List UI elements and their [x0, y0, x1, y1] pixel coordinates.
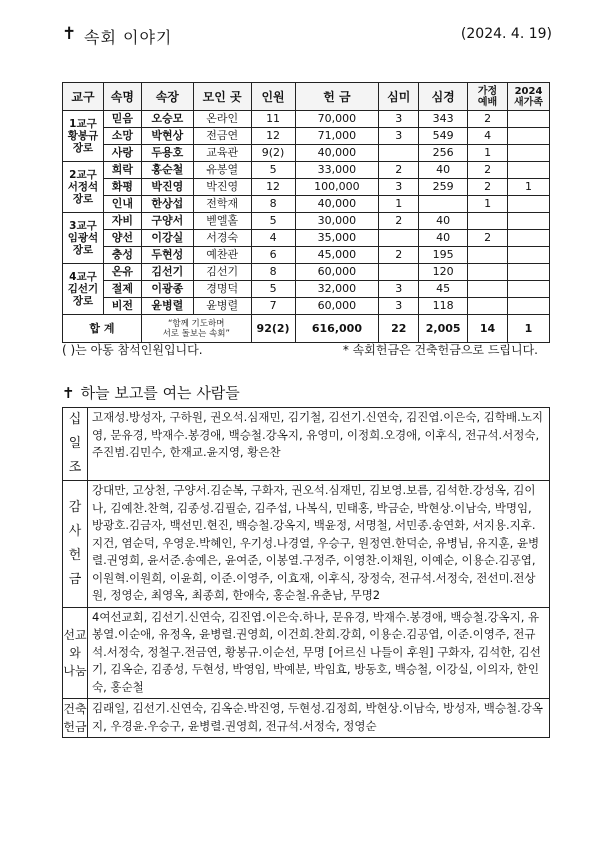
attendance: 9(2)	[251, 145, 295, 162]
family-worship: 2	[468, 162, 508, 179]
total-label: 합 계	[63, 315, 142, 343]
meeting-place: 박진영	[193, 179, 251, 196]
offering-names: 4여선교회, 김선기.신연숙, 김진엽.이은숙.하나, 문유경, 박재수.봉경애, 백승철.강옥지, 유봉열.이순애, 유정옥, 윤병렬.권영희, 이건희.찬희.강희, 이용순.김공엽, 이준.이영주, 전규석.서정숙, 정철구.전금연, 황봉규.이순선, 무명 [어르신 나들이 후원] 구화자, 김석한, 김선기, 김옥순, 김종성, 두현성, 박영임, 박예분, 박임효, 방동호, 백승철, 이강실, 이의자, 한인숙, 홍순철	[88, 607, 550, 699]
total-newfamily: 1	[508, 315, 550, 343]
family-worship	[468, 264, 508, 281]
children-note: ( )는 아동 참석인원입니다.	[62, 343, 203, 357]
column-header: 심경	[419, 83, 468, 111]
offering-names: 고재성.방성자, 구하원, 권오석.심재민, 김기철, 김선기.신연숙, 김진엽.이은숙, 김학배.노지영, 문유경, 박재수.봉경애, 백승철.강옥지, 유영미, 이정희.오경애, 이후식, 전규석.서정숙, 주진범.김민수, 한재교.윤지영, 황은찬	[88, 408, 550, 481]
family-worship	[468, 281, 508, 298]
total-offering: 616,000	[295, 315, 379, 343]
attendance: 5	[251, 162, 295, 179]
simmi-count: 3	[379, 128, 419, 145]
table-row	[63, 213, 550, 230]
section-title: 속회 이야기	[84, 28, 173, 47]
offering-amount: 40,000	[295, 145, 379, 162]
cell-leader: 두현성	[141, 247, 193, 264]
new-family	[508, 247, 550, 264]
offering-row	[63, 607, 550, 699]
simgyeong-count: 40	[419, 213, 468, 230]
total-row	[63, 315, 550, 343]
offering-amount: 60,000	[295, 298, 379, 315]
cell-name: 절제	[103, 281, 141, 298]
offering-row	[63, 408, 550, 481]
table-row	[63, 196, 550, 213]
attendance: 5	[251, 281, 295, 298]
column-header: 인원	[251, 83, 295, 111]
meeting-place: 교육관	[193, 145, 251, 162]
cell-name: 충성	[103, 247, 141, 264]
offering-amount: 100,000	[295, 179, 379, 196]
offering-section-title: 하늘 보고를 여는 사람들	[80, 384, 240, 402]
cell-group-table	[62, 82, 550, 343]
table-row	[63, 179, 550, 196]
total-worship: 14	[468, 315, 508, 343]
report-date: (2024. 4. 19)	[460, 26, 552, 42]
cell-name: 사랑	[103, 145, 141, 162]
meeting-place: 전금연	[193, 128, 251, 145]
attendance: 5	[251, 213, 295, 230]
meeting-place: 경명덕	[193, 281, 251, 298]
simmi-count: 2	[379, 213, 419, 230]
offering-amount: 60,000	[295, 264, 379, 281]
new-family	[508, 281, 550, 298]
offering-amount: 35,000	[295, 230, 379, 247]
new-family	[508, 264, 550, 281]
column-header: 2024 새가족	[508, 83, 550, 111]
offering-amount: 30,000	[295, 213, 379, 230]
table-row	[63, 264, 550, 281]
column-header: 교구	[63, 83, 104, 111]
column-header: 모인 곳	[193, 83, 251, 111]
district-label: 3교구 임광석 장로	[63, 213, 104, 264]
attendance: 8	[251, 196, 295, 213]
cell-name: 양선	[103, 230, 141, 247]
column-header: 속명	[103, 83, 141, 111]
simmi-count: 3	[379, 111, 419, 128]
district-label: 2교구 서정석 장로	[63, 162, 104, 213]
offering-names: 김래일, 김선기.신연숙, 김옥순.박진영, 두현성.김정희, 박현상.이남숙, 방성자, 백승철.강옥지, 우경윤.우승구, 윤병렬.권영희, 전규석.서정숙, 정영순	[88, 699, 550, 738]
family-worship: 2	[468, 230, 508, 247]
offering-amount: 40,000	[295, 196, 379, 213]
cell-name: 인내	[103, 196, 141, 213]
cross-icon: ✝	[62, 24, 77, 44]
new-family	[508, 145, 550, 162]
cell-leader: 오승모	[141, 111, 193, 128]
offering-amount: 71,000	[295, 128, 379, 145]
simgyeong-count: 549	[419, 128, 468, 145]
family-worship: 2	[468, 179, 508, 196]
meeting-place: 벧엘홀	[193, 213, 251, 230]
table-row	[63, 128, 550, 145]
simgyeong-count: 118	[419, 298, 468, 315]
simgyeong-count: 195	[419, 247, 468, 264]
attendance: 12	[251, 128, 295, 145]
attendance: 12	[251, 179, 295, 196]
new-family	[508, 196, 550, 213]
meeting-place: 김선기	[193, 264, 251, 281]
cell-name: 믿음	[103, 111, 141, 128]
table-row	[63, 111, 550, 128]
simmi-count: 3	[379, 281, 419, 298]
simmi-count: 1	[379, 196, 419, 213]
family-worship	[468, 298, 508, 315]
meeting-place: 예찬관	[193, 247, 251, 264]
total-people: 92(2)	[251, 315, 295, 343]
offering-category: 선교 와 나눔	[63, 607, 88, 699]
family-worship: 1	[468, 145, 508, 162]
column-header: 속장	[141, 83, 193, 111]
cell-name: 화평	[103, 179, 141, 196]
table-row	[63, 230, 550, 247]
cross-icon: ✝	[62, 384, 75, 402]
cell-name: 자비	[103, 213, 141, 230]
offering-amount: 32,000	[295, 281, 379, 298]
cell-leader: 이광종	[141, 281, 193, 298]
simgyeong-count: 45	[419, 281, 468, 298]
simgyeong-count: 40	[419, 162, 468, 179]
offering-category: 건축 헌금	[63, 699, 88, 738]
cell-name: 비전	[103, 298, 141, 315]
cell-name: 희락	[103, 162, 141, 179]
simgyeong-count: 256	[419, 145, 468, 162]
column-header: 헌 금	[295, 83, 379, 111]
meeting-place: 윤병렬	[193, 298, 251, 315]
column-header: 가정 예배	[468, 83, 508, 111]
table-header-row	[63, 83, 550, 111]
family-worship: 4	[468, 128, 508, 145]
new-family	[508, 111, 550, 128]
simmi-count: 3	[379, 298, 419, 315]
motto-text: “함께 기도하며 서로 돌보는 속회”	[141, 315, 251, 343]
simmi-count: 3	[379, 179, 419, 196]
attendance: 7	[251, 298, 295, 315]
total-simgyeong: 2,005	[419, 315, 468, 343]
cell-leader: 박현상	[141, 128, 193, 145]
simmi-count	[379, 264, 419, 281]
offering-category: 감 사 헌 금	[63, 481, 88, 608]
total-simmi: 22	[379, 315, 419, 343]
simmi-count: 2	[379, 247, 419, 264]
offering-category: 십 일 조	[63, 408, 88, 481]
cell-leader: 구양서	[141, 213, 193, 230]
simgyeong-count: 259	[419, 179, 468, 196]
cell-leader: 이강실	[141, 230, 193, 247]
attendance: 4	[251, 230, 295, 247]
district-label: 1교구 황봉규 장로	[63, 111, 104, 162]
simgyeong-count: 343	[419, 111, 468, 128]
family-worship	[468, 247, 508, 264]
offering-row	[63, 481, 550, 608]
simmi-count: 2	[379, 162, 419, 179]
simgyeong-count	[419, 196, 468, 213]
offering-note: * 속회헌금은 건축헌금으로 드립니다.	[342, 343, 538, 357]
new-family	[508, 213, 550, 230]
new-family: 1	[508, 179, 550, 196]
page-header	[62, 24, 552, 46]
attendance: 8	[251, 264, 295, 281]
offering-names: 강대만, 고상천, 구양서.김순복, 구화자, 권오석.심재민, 김보영.보름, 김석한.강성옥, 김이나, 김예찬.찬혁, 김종성.김필순, 김주섭, 나복식, 민태홍, 박금순, 박현상.이남숙, 박명임, 방광호.김금자, 백선민.현진, 백승철.강옥지, 백윤정, 서명철, 서민종.송연화, 서지용.지후.지건, 염순덕, 우영운.박혜인, 우기성.나경열, 우승구, 원정연.한덕순, 유병님, 유지훈, 윤병렬.권영희, 윤서준.송예은, 윤여준, 이봉열.구정주, 이영찬.이채원, 이예순, 이용순.김공엽, 이원혁.이원희, 이윤희, 이준.이영주, 이효재, 이후식, 장정숙, 전규석.서정숙, 전선미.전상원, 정영순, 최영옥, 최종희, 한애숙, 홍순철.유춘남, 무명2	[88, 481, 550, 608]
cell-leader: 윤병렬	[141, 298, 193, 315]
family-worship: 2	[468, 111, 508, 128]
column-header: 심미	[379, 83, 419, 111]
meeting-place: 온라인	[193, 111, 251, 128]
family-worship	[468, 213, 508, 230]
attendance: 6	[251, 247, 295, 264]
table-row	[63, 298, 550, 315]
cell-name: 온유	[103, 264, 141, 281]
simgyeong-count: 120	[419, 264, 468, 281]
table-row	[63, 162, 550, 179]
cell-name: 소망	[103, 128, 141, 145]
attendance: 11	[251, 111, 295, 128]
cell-leader: 김선기	[141, 264, 193, 281]
district-label: 4교구 김선기 장로	[63, 264, 104, 315]
simmi-count	[379, 230, 419, 247]
cell-leader: 홍순철	[141, 162, 193, 179]
new-family	[508, 230, 550, 247]
simgyeong-count: 40	[419, 230, 468, 247]
table-row	[63, 145, 550, 162]
meeting-place: 유봉열	[193, 162, 251, 179]
cell-leader: 두용호	[141, 145, 193, 162]
cell-leader: 한상섭	[141, 196, 193, 213]
offering-row	[63, 699, 550, 738]
offering-table	[62, 407, 550, 738]
new-family	[508, 128, 550, 145]
meeting-place: 서경숙	[193, 230, 251, 247]
family-worship: 1	[468, 196, 508, 213]
table-row	[63, 281, 550, 298]
offering-amount: 45,000	[295, 247, 379, 264]
meeting-place: 전학재	[193, 196, 251, 213]
new-family	[508, 162, 550, 179]
table-row	[63, 247, 550, 264]
simmi-count	[379, 145, 419, 162]
new-family	[508, 298, 550, 315]
offering-amount: 70,000	[295, 111, 379, 128]
offering-amount: 33,000	[295, 162, 379, 179]
offering-section-header	[62, 382, 240, 403]
cell-leader: 박진영	[141, 179, 193, 196]
